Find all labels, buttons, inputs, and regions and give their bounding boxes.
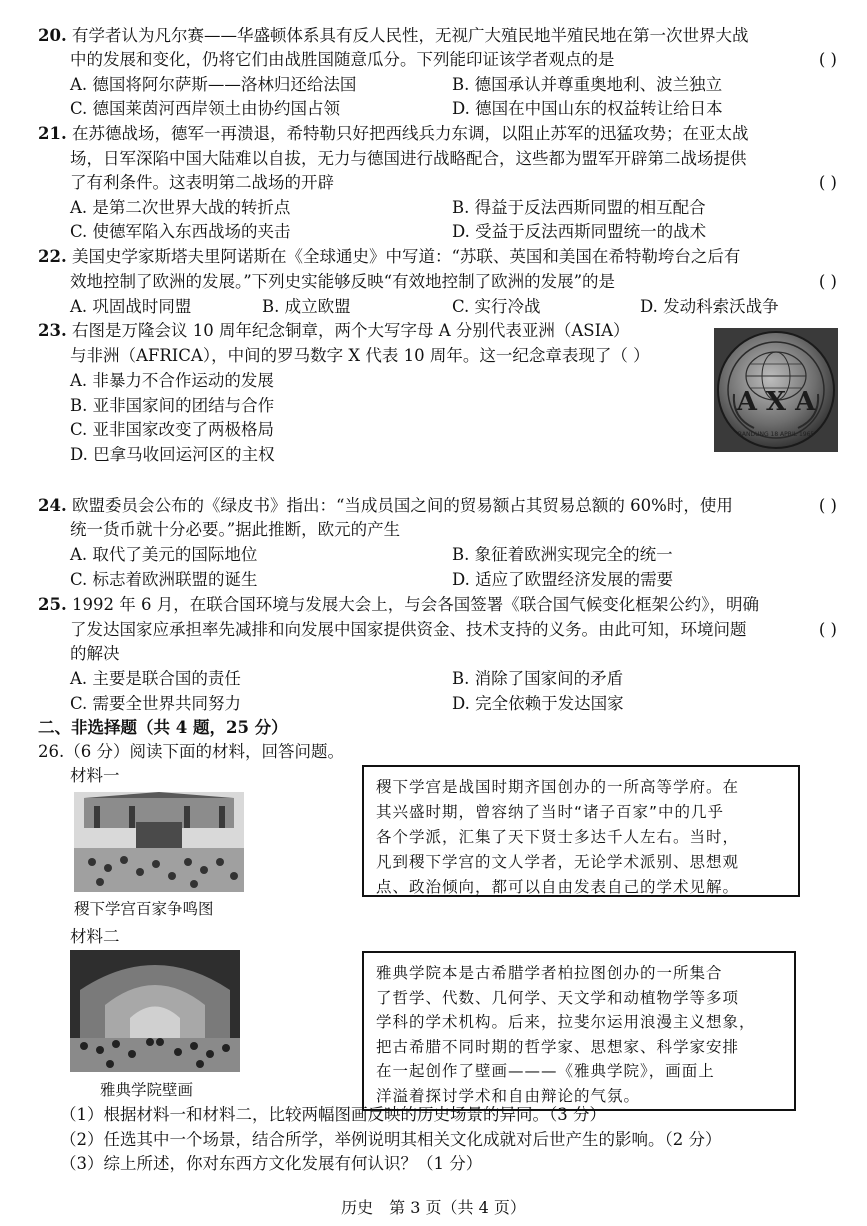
q24-option-a: A. 取代了美元的国际地位 — [70, 545, 258, 564]
page-footer: 历史 第 3 页（共 4 页） — [341, 1198, 526, 1217]
material-two-text-box — [362, 951, 796, 1111]
q20-answer-paren: ( ) — [818, 50, 837, 69]
m2-text-line-4: 把古希腊不同时期的哲学家、思想家、科学家安排 — [376, 1037, 740, 1056]
q22-option-b: B. 成立欧盟 — [262, 297, 351, 316]
m2-text-line-1: 雅典学院本是古希腊学者柏拉图创办的一所集合 — [376, 964, 723, 982]
m1-text-line-2: 其兴盛时期，曾容纳了当时“诸子百家”中的几乎 — [376, 803, 725, 821]
q20-line-2: 中的发展和变化，仍将它们由战胜国随意瓜分。下列能印证该学者观点的是 — [70, 50, 615, 69]
q21-number: 21. — [38, 124, 67, 143]
m2-text-line-5: 在一起创作了壁画———《雅典学院》，画面上 — [376, 1062, 715, 1080]
jixia-painting-icon — [74, 792, 244, 892]
m1-text-line-3: 各个学派，汇集了天下贤士多达千人左右。当时， — [376, 828, 740, 846]
q20-line-1 — [38, 24, 748, 48]
q26-subquestion-2: （2）任选其中一个场景，结合所学，举例说明其相关文化成就对后世产生的影响。（2 分） — [60, 1130, 722, 1149]
m1-text-line-4: 凡到稷下学宫的文人学者，无论学术派别、思想观 — [376, 853, 740, 871]
q24-text-1: 欧盟委员会公布的《绿皮书》指出：“当成员国之间的贸易额占其贸易总额的 60%时，使用 — [71, 496, 733, 515]
q25-option-c: C. 需要全世界共同努力 — [70, 694, 242, 713]
q24-line-2: 统一货币就十分必要。”据此推断，欧元的产生 — [70, 520, 401, 539]
section-heading: 二、非选择题（共 4 题，25 分） — [38, 718, 288, 737]
q22-option-a: A. 巩固战时同盟 — [70, 297, 192, 316]
m1-text-line-1: 稷下学宫是战国时期齐国创办的一所高等学府。在 — [376, 778, 740, 796]
q24-line-1 — [38, 494, 733, 518]
q21-line-3: 了有利条件。这表明第二战场的开辟 — [70, 173, 334, 192]
q21-option-d: D. 受益于反法西斯同盟统一的战术 — [452, 222, 707, 241]
q23-option-b: B. 亚非国家间的团结与合作 — [70, 396, 275, 415]
q21-option-b: B. 得益于反法西斯同盟的相互配合 — [452, 198, 706, 217]
q24-answer-paren: ( ) — [818, 496, 837, 515]
q25-option-d: D. 完全依赖于发达国家 — [452, 694, 624, 713]
bandung-medal-image — [714, 328, 838, 452]
jixia-academy-painting — [74, 792, 244, 892]
q24-option-c: C. 标志着欧洲联盟的诞生 — [70, 570, 258, 589]
q24-option-d: D. 适应了欧盟经济发展的需要 — [452, 570, 674, 589]
q20-option-a: A. 德国将阿尔萨斯——洛林归还给法国 — [70, 75, 357, 94]
q21-text-1: 在苏德战场，德军一再溃退，希特勒只好把西线兵力东调，以阻止苏军的迅猛攻势；在亚太战 — [71, 124, 749, 143]
m2-text-line-3: 学科的学术机构。后来，拉斐尔运用浪漫主义想象， — [376, 1013, 756, 1031]
m2-text-line-2: 了哲学、代数、几何学、天文学和动植物学等多项 — [376, 988, 740, 1007]
q25-line-3: 的解决 — [70, 644, 120, 663]
q21-line-1 — [38, 122, 748, 146]
q23-option-d: D. 巴拿马收回运河区的主权 — [70, 445, 275, 464]
q21-option-c: C. 使德军陷入东西战场的夹击 — [70, 222, 291, 241]
q25-text-1: 1992 年 6 月，在联合国环境与发展大会上，与会各国签署《联合国气候变化框架公约》，明确 — [71, 595, 759, 614]
q20-text-1: 有学者认为凡尔赛——华盛顿体系具有反人民性，无视广大殖民地半殖民地在第一次世界大战 — [71, 26, 749, 45]
q22-line-2: 效地控制了欧洲的发展。”下列史实能够反映“有效地控制了欧洲的发展”的是 — [70, 272, 616, 291]
material-two-label: 材料二 — [70, 927, 120, 946]
q20-option-d: D. 德国在中国山东的权益转让给日本 — [452, 99, 723, 118]
school-of-athens-painting — [70, 950, 240, 1072]
material-one-label: 材料一 — [70, 766, 120, 785]
q22-option-d: D. 发动科索沃战争 — [640, 297, 779, 316]
q23-text-1: 右图是万隆会议 10 周年纪念铜章，两个大写字母 A 分别代表亚洲（ASIA） — [71, 321, 630, 340]
q23-line-1 — [38, 319, 630, 343]
q21-option-a: A. 是第二次世界大战的转折点 — [70, 198, 291, 217]
q25-option-b: B. 消除了国家间的矛盾 — [452, 669, 624, 688]
q20-option-c: C. 德国莱茵河西岸领土由协约国占领 — [70, 99, 341, 118]
q26-subquestion-3: （3）综上所述，你对东西方文化发展有何认识？（1 分） — [60, 1154, 483, 1173]
q24-option-b: B. 象征着欧洲实现完全的统一 — [452, 545, 673, 564]
athens-painting-icon — [70, 950, 240, 1072]
q22-line-1 — [38, 245, 740, 269]
m2-text-line-6: 洋溢着探讨学术和自由辩论的气氛。 — [376, 1086, 641, 1105]
q22-number: 22. — [38, 247, 67, 266]
q22-answer-paren: ( ) — [818, 272, 837, 291]
m1-text-line-5: 点、政治倾向，都可以自由发表自己的学术见解。 — [376, 878, 740, 896]
material-two-caption: 雅典学院壁画 — [100, 1081, 194, 1099]
material-one-text-box — [362, 765, 800, 897]
medal-letters: A X A — [736, 387, 816, 417]
q24-number: 24. — [38, 496, 67, 515]
medal-icon — [714, 328, 838, 452]
q23-line-2: 与非洲（AFRICA），中间的罗马数字 X 代表 10 周年。这一纪念章表现了（ ） — [70, 346, 650, 365]
q20-number: 20. — [38, 26, 67, 45]
q25-option-a: A. 主要是联合国的责任 — [70, 669, 241, 688]
q20-option-b: B. 德国承认并尊重奥地利、波兰独立 — [452, 75, 723, 94]
q22-option-c: C. 实行冷战 — [452, 297, 541, 316]
q25-answer-paren: ( ) — [818, 620, 837, 639]
q22-text-1: 美国史学家斯塔夫里阿诺斯在《全球通史》中写道：“苏联、英国和美国在希特勒垮台之后有 — [71, 247, 741, 266]
q23-option-a: A. 非暴力不合作运动的发展 — [70, 371, 274, 390]
q23-number: 23. — [38, 321, 67, 340]
q26-intro: 26.（6 分）阅读下面的材料，回答问题。 — [38, 742, 344, 761]
medal-rim-text: BANDUNG 18 APRIL 1965 — [737, 431, 815, 438]
q21-line-2: 场，日军深陷中国大陆难以自拔，无力与德国进行战略配合，这些都为盟军开辟第二战场提供 — [70, 149, 747, 168]
q21-answer-paren: ( ) — [818, 173, 837, 192]
q25-number: 25. — [38, 595, 67, 614]
q26-subquestion-1: （1）根据材料一和材料二，比较两幅图画反映的历史场景的异同。（3 分） — [60, 1105, 606, 1124]
q25-line-1 — [38, 593, 759, 617]
q25-line-2: 了发达国家应承担率先减排和向发展中国家提供资金、技术支持的义务。由此可知，环境问题 — [70, 620, 747, 639]
q23-option-c: C. 亚非国家改变了两极格局 — [70, 420, 275, 439]
material-one-caption: 稷下学宫百家争鸣图 — [74, 900, 214, 918]
